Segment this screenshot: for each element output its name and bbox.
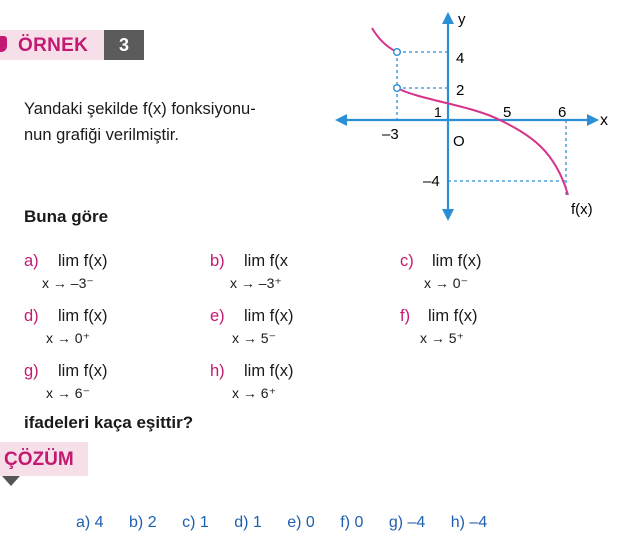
limit-expression: lim f(x) — [428, 307, 478, 325]
curve-left-branch — [372, 28, 397, 52]
x-axis-left-arrow-icon — [335, 114, 347, 126]
item-letter: b) — [210, 252, 225, 270]
tick-y4: 4 — [456, 50, 465, 67]
item-letter: d) — [24, 307, 39, 325]
tick-y-neg4: –4 — [423, 173, 440, 190]
limit-subscript: x → 0⁻ — [424, 275, 468, 291]
answer-d: d) 1 — [234, 514, 262, 531]
answer-a: a) 4 — [76, 514, 104, 531]
limit-subscript: x → 6⁺ — [232, 385, 276, 401]
tick-x5: 5 — [503, 104, 512, 121]
limit-expression: lim f(x) — [58, 307, 108, 325]
tick-y1: 1 — [434, 104, 442, 120]
answer-b: b) 2 — [129, 514, 157, 531]
limit-expression: lim f(x) — [432, 252, 482, 270]
answer-f: f) 0 — [340, 514, 364, 531]
x-axis-right-arrow-icon — [587, 114, 599, 126]
limit-subscript: x → 5⁺ — [420, 330, 464, 346]
tick-x6: 6 — [558, 104, 567, 121]
tick-x-neg3: –3 — [382, 126, 399, 143]
y-axis-label: y — [458, 11, 466, 28]
limit-subscript: x → –3⁺ — [230, 275, 282, 291]
item-letter: h) — [210, 362, 225, 380]
y-axis-down-arrow-icon — [442, 209, 454, 221]
limit-subscript: x → 6⁻ — [46, 385, 90, 401]
limit-expression: lim f(x) — [244, 362, 294, 380]
tick-y2: 2 — [456, 82, 465, 99]
limit-expression: lim f(x) — [58, 252, 108, 270]
solution-label: ÇÖZÜM — [4, 449, 74, 470]
example-number: 3 — [104, 30, 144, 60]
limit-expression: lim f(x — [244, 252, 288, 270]
item-letter: g) — [24, 362, 39, 380]
example-label: ÖRNEK — [18, 35, 89, 56]
answer-e: e) 0 — [287, 514, 315, 531]
limit-expression: lim f(x) — [58, 362, 108, 380]
intro-line-2: nun grafiği verilmiştir. — [24, 126, 179, 144]
origin-label: O — [453, 133, 465, 150]
item-letter: f) — [400, 307, 411, 325]
answer-g: g) –4 — [388, 514, 426, 531]
intro-line-1: Yandaki şekilde f(x) fonksiyonu- — [24, 100, 256, 118]
item-letter: e) — [210, 307, 225, 325]
item-letter: a) — [24, 252, 39, 270]
question-end-text: ifadeleri kaça eşittir? — [24, 413, 194, 432]
limit-subscript: x → –3⁻ — [42, 275, 94, 291]
open-point-y2 — [394, 85, 401, 92]
prompt-text: Buna göre — [24, 207, 109, 226]
x-axis-label: x — [600, 112, 608, 129]
open-point-y4 — [394, 49, 401, 56]
answer-h: h) –4 — [450, 514, 488, 531]
limit-subscript: x → 0⁺ — [46, 330, 90, 346]
limit-subscript: x → 5⁻ — [232, 330, 276, 346]
limit-expression: lim f(x) — [244, 307, 294, 325]
y-axis-up-arrow-icon — [442, 12, 454, 24]
function-label: f(x) — [571, 201, 593, 218]
item-letter: c) — [400, 252, 414, 270]
answer-c: c) 1 — [182, 514, 209, 531]
